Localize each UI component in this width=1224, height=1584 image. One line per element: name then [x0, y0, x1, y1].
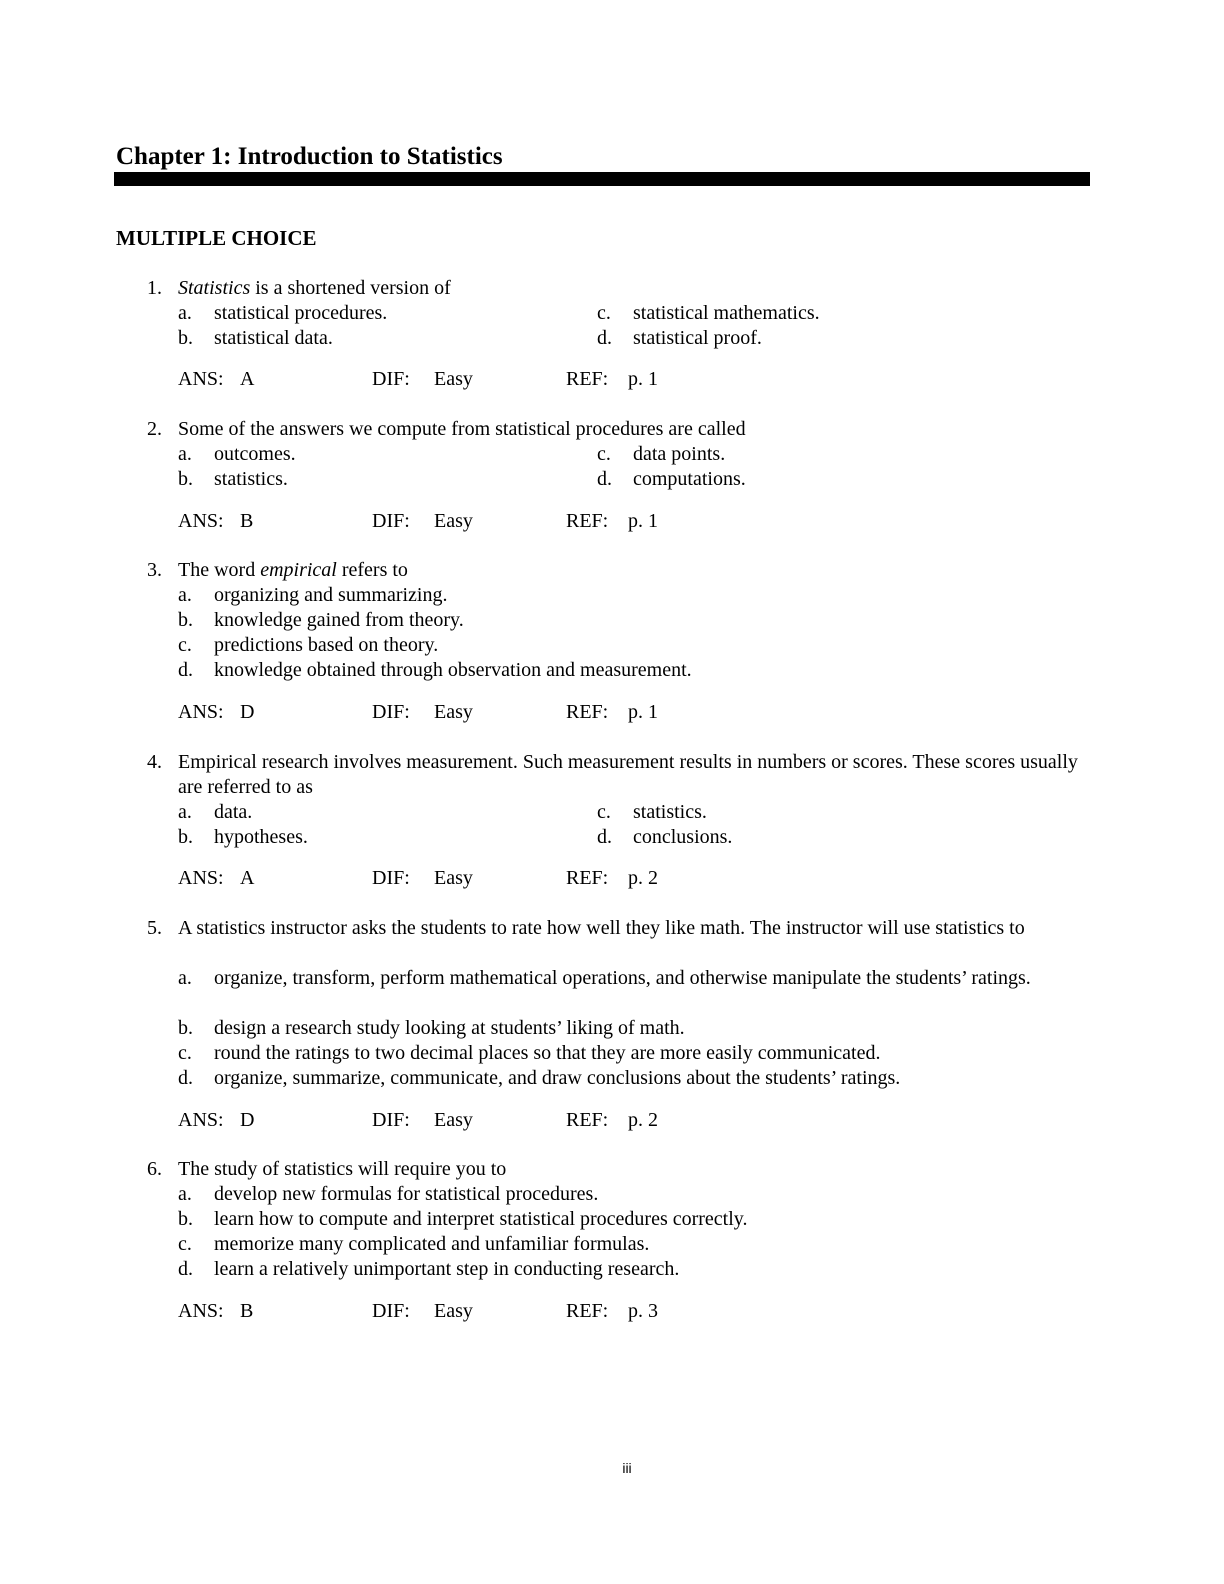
dif-label: DIF:	[372, 867, 410, 889]
ref-label: REF:	[566, 510, 609, 532]
option-letter: c.	[597, 302, 611, 324]
option-letter: a.	[178, 443, 192, 465]
reference-value: p. 2	[628, 867, 658, 889]
option-letter: a.	[178, 584, 192, 606]
option-text: round the ratings to two decimal places so that they are more easily communicated.	[214, 1042, 881, 1064]
option-letter: b.	[178, 1017, 193, 1039]
difficulty-value: Easy	[434, 368, 473, 390]
option-text: learn a relatively unimportant step in conducting research.	[214, 1258, 680, 1280]
option-letter: b.	[178, 609, 193, 631]
stem-prefix: The word	[178, 559, 261, 581]
reference-value: p. 1	[628, 368, 658, 390]
option-letter: b.	[178, 1208, 193, 1230]
stem-emphasis: Statistics	[178, 277, 251, 299]
answer-value: B	[240, 1300, 254, 1322]
answer-value: A	[240, 368, 255, 390]
question-number: 6.	[147, 1158, 162, 1180]
section-title: MULTIPLE CHOICE	[116, 226, 317, 250]
question-stem	[178, 558, 1078, 583]
ans-label: ANS:	[178, 368, 224, 390]
difficulty-value: Easy	[434, 701, 473, 723]
option-text: data points.	[633, 443, 726, 465]
option-text: statistical proof.	[633, 327, 762, 349]
answer-value: B	[240, 510, 254, 532]
option-text: data.	[214, 801, 253, 823]
question-stem: Some of the answers we compute from statistical procedures are called	[178, 418, 746, 440]
answer-row	[178, 1108, 878, 1133]
option-text: conclusions.	[633, 826, 733, 848]
ref-label: REF:	[566, 701, 609, 723]
option-text: organize, transform, perform mathematical operations, and otherwise manipulate the students’ ratings.	[214, 967, 1031, 989]
dif-label: DIF:	[372, 701, 410, 723]
question-number: 4.	[147, 751, 162, 773]
option-text: knowledge obtained through observation and measurement.	[214, 659, 692, 681]
ans-label: ANS:	[178, 701, 224, 723]
option-text: statistical data.	[214, 327, 333, 349]
option-letter: c.	[178, 1042, 192, 1064]
option-letter: b.	[178, 327, 193, 349]
option-text: develop new formulas for statistical procedures.	[214, 1183, 599, 1205]
option-letter: d.	[597, 468, 612, 490]
ref-label: REF:	[566, 368, 609, 390]
option-letter: d.	[178, 659, 193, 681]
option-text: hypotheses.	[214, 826, 308, 848]
title-rule	[114, 172, 1090, 186]
answer-row	[178, 509, 878, 534]
question-stem: The study of statistics will require you to	[178, 1158, 507, 1180]
question-stem	[178, 276, 1078, 301]
option-text: statistics.	[214, 468, 288, 490]
option-text: statistical procedures.	[214, 302, 388, 324]
question-number: 3.	[147, 559, 162, 581]
answer-row	[178, 1299, 878, 1324]
ans-label: ANS:	[178, 1109, 224, 1131]
question-number: 1.	[147, 277, 162, 299]
option-letter: d.	[178, 1067, 193, 1089]
ans-label: ANS:	[178, 867, 224, 889]
reference-value: p. 1	[628, 701, 658, 723]
dif-label: DIF:	[372, 368, 410, 390]
option-text: design a research study looking at students’ liking of math.	[214, 1017, 685, 1039]
option-letter: b.	[178, 826, 193, 848]
page-number: iii	[622, 1460, 632, 1476]
option-letter: a.	[178, 967, 192, 989]
stem-suffix: is a shortened version of	[250, 277, 451, 299]
difficulty-value: Easy	[434, 1300, 473, 1322]
question-number: 5.	[147, 917, 162, 939]
answer-row	[178, 700, 878, 725]
answer-value: D	[240, 701, 255, 723]
option-text: statistics.	[633, 801, 707, 823]
option-letter: d.	[597, 826, 612, 848]
option-letter: a.	[178, 1183, 192, 1205]
option-letter: b.	[178, 468, 193, 490]
chapter-title: Chapter 1: Introduction to Statistics	[116, 143, 503, 170]
question-number: 2.	[147, 418, 162, 440]
reference-value: p. 2	[628, 1109, 658, 1131]
option-text: predictions based on theory.	[214, 634, 439, 656]
ref-label: REF:	[566, 867, 609, 889]
option-text: statistical mathematics.	[633, 302, 820, 324]
difficulty-value: Easy	[434, 867, 473, 889]
option-letter: c.	[178, 634, 192, 656]
answer-row	[178, 866, 878, 891]
answer-value: D	[240, 1109, 255, 1131]
question-stem: A statistics instructor asks the students to rate how well they like math. The instructor will use statistics to	[178, 917, 1025, 939]
option-text: computations.	[633, 468, 746, 490]
option-text: learn how to compute and interpret statistical procedures correctly.	[214, 1208, 748, 1230]
option-letter: a.	[178, 302, 192, 324]
option-text: memorize many complicated and unfamiliar formulas.	[214, 1233, 650, 1255]
option-text: organizing and summarizing.	[214, 584, 448, 606]
difficulty-value: Easy	[434, 1109, 473, 1131]
ref-label: REF:	[566, 1109, 609, 1131]
option-letter: c.	[178, 1233, 192, 1255]
dif-label: DIF:	[372, 1109, 410, 1131]
ans-label: ANS:	[178, 1300, 224, 1322]
stem-suffix: refers to	[336, 559, 408, 581]
option-letter: d.	[178, 1258, 193, 1280]
stem-emphasis: empirical	[260, 559, 337, 581]
difficulty-value: Easy	[434, 510, 473, 532]
reference-value: p. 3	[628, 1300, 658, 1322]
option-letter: d.	[597, 327, 612, 349]
reference-value: p. 1	[628, 510, 658, 532]
option-text: organize, summarize, communicate, and draw conclusions about the students’ ratings.	[214, 1067, 901, 1089]
dif-label: DIF:	[372, 510, 410, 532]
answer-value: A	[240, 867, 255, 889]
ref-label: REF:	[566, 1300, 609, 1322]
option-letter: a.	[178, 801, 192, 823]
option-letter: c.	[597, 801, 611, 823]
dif-label: DIF:	[372, 1300, 410, 1322]
option-letter: c.	[597, 443, 611, 465]
answer-row	[178, 367, 878, 392]
option-text: knowledge gained from theory.	[214, 609, 464, 631]
option-text: outcomes.	[214, 443, 296, 465]
ans-label: ANS:	[178, 510, 224, 532]
question-stem: Empirical research involves measurement. Such measurement results in numbers or scores. These scores usually are referred to as	[178, 751, 1078, 798]
